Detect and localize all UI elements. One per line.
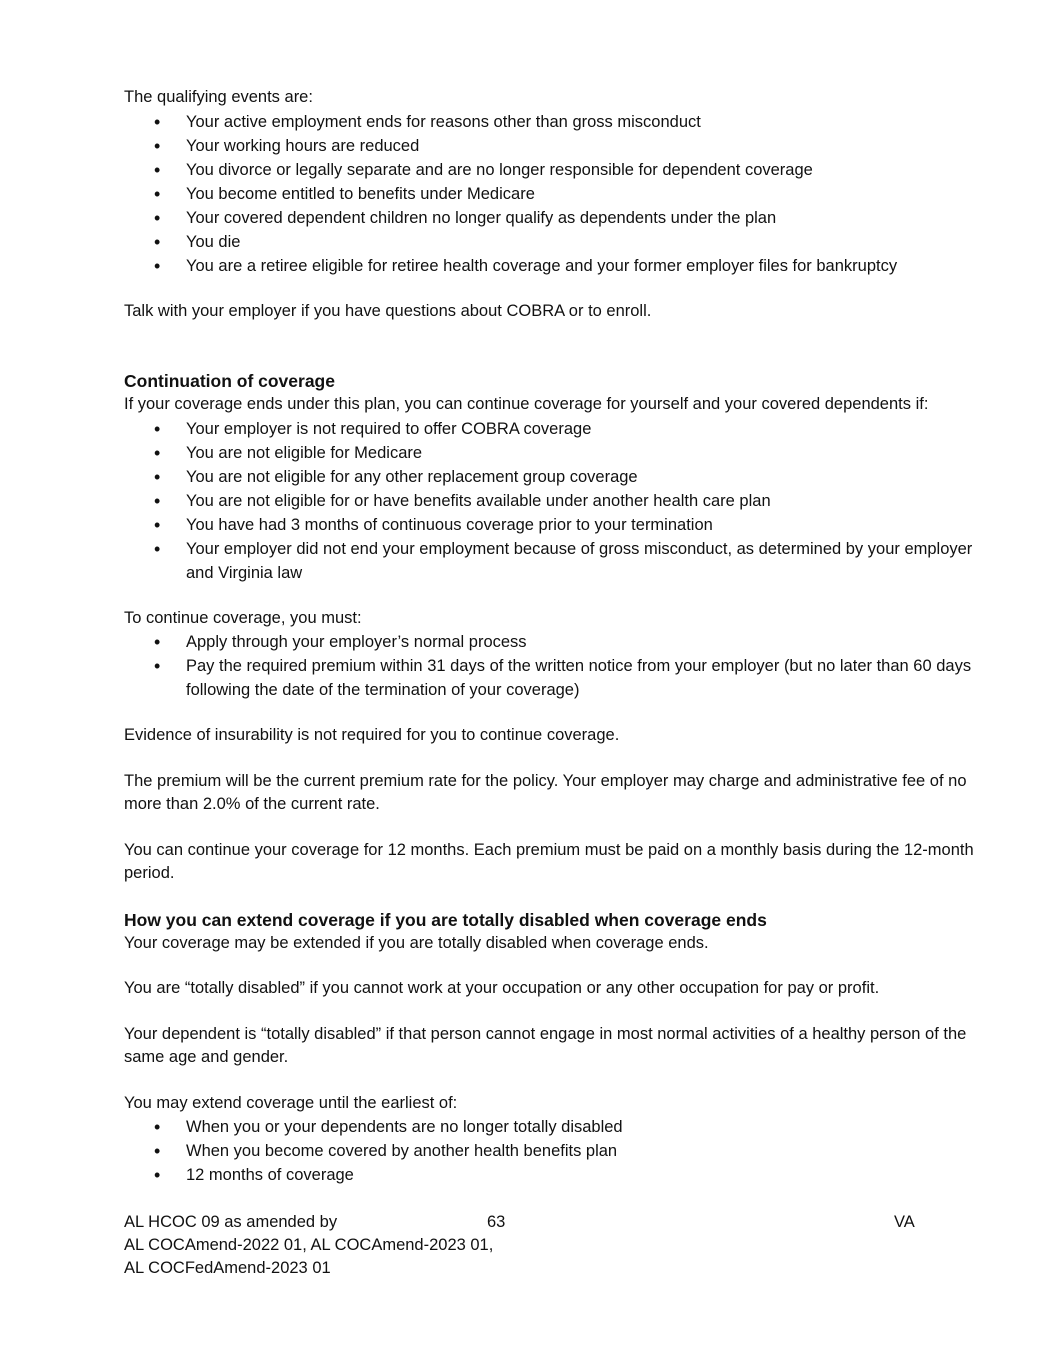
list-item: • 12 months of coverage	[124, 1163, 1004, 1187]
list-item: • Your employer did not end your employment because of gross misconduct, as determined by your employer and Virginia law	[124, 537, 1004, 585]
list-item: • You divorce or legally separate and are no longer responsible for dependent coverage	[124, 158, 1004, 182]
list-item: • You are not eligible for Medicare	[124, 441, 1004, 465]
list-item: • Your covered dependent children no longer qualify as dependents under the plan	[124, 206, 1004, 230]
duration-text: You can continue your coverage for 12 months. Each premium must be paid on a monthly basis during the 12-month period.	[124, 840, 974, 882]
document-page	[124, 86, 1004, 1187]
extension-heading: How you can extend coverage if you are totally disabled when coverage ends	[124, 909, 767, 930]
page-number: 63	[487, 1213, 506, 1231]
extend-until-list	[124, 1115, 1004, 1187]
page-footer	[124, 1211, 1004, 1280]
list-item: • Your active employment ends for reasons other than gross misconduct	[124, 110, 1004, 134]
totally-disabled-definition: You are “totally disabled” if you cannot work at your occupation or any other occupation for pay or profit.	[124, 979, 880, 997]
extension-intro: Your coverage may be extended if you are totally disabled when coverage ends.	[124, 933, 709, 952]
list-item: • You die	[124, 230, 1004, 254]
footer-form-line-3: AL COCFedAmend-2023 01	[124, 1259, 331, 1277]
list-item: • You have had 3 months of continuous coverage prior to your termination	[124, 513, 1004, 537]
list-item: • You are a retiree eligible for retiree health coverage and your former employer files for bankruptcy	[124, 254, 1004, 278]
qualifying-events-list	[124, 110, 1004, 278]
continuation-heading: Continuation of coverage	[124, 371, 335, 391]
extend-until-intro: You may extend coverage until the earliest of:	[124, 1093, 458, 1112]
list-item: • You are not eligible for any other replacement group coverage	[124, 465, 1004, 489]
qualifying-events-intro: The qualifying events are:	[124, 88, 313, 106]
cobra-contact-text: Talk with your employer if you have questions about COBRA or to enroll.	[124, 301, 652, 320]
list-item: • You become entitled to benefits under Medicare	[124, 182, 1004, 206]
list-item: • Your employer is not required to offer COBRA coverage	[124, 417, 1004, 441]
list-item: • When you become covered by another health benefits plan	[124, 1139, 1004, 1163]
list-item: • When you or your dependents are no longer totally disabled	[124, 1115, 1004, 1139]
continuation-intro: If your coverage ends under this plan, you can continue coverage for yourself and your covered dependents if:	[124, 395, 929, 413]
footer-form-line-2: AL COCAmend-2022 01, AL COCAmend-2023 01,	[124, 1236, 494, 1254]
list-item: • Your working hours are reduced	[124, 134, 1004, 158]
list-item: • You are not eligible for or have benefits available under another health care plan	[124, 489, 1004, 513]
premium-text: The premium will be the current premium rate for the policy. Your employer may charge and administrative fee of no more than 2.0% of the current rate.	[124, 771, 967, 813]
evidence-text: Evidence of insurability is not required for you to continue coverage.	[124, 726, 620, 744]
continuation-conditions-list	[124, 417, 1004, 585]
dependent-disabled-definition: Your dependent is “totally disabled” if that person cannot engage in most normal activities of a healthy person of the same age and gender.	[124, 1024, 967, 1066]
footer-form-line-1: AL HCOC 09 as amended by	[124, 1213, 338, 1231]
list-item: • Pay the required premium within 31 days of the written notice from your employer (but no later than 60 days following the date of the termination of your coverage)	[124, 654, 1004, 702]
list-item: • Apply through your employer’s normal process	[124, 630, 1004, 654]
must-intro: To continue coverage, you must:	[124, 608, 362, 627]
state-code: VA	[894, 1213, 915, 1231]
must-list	[124, 630, 1004, 702]
